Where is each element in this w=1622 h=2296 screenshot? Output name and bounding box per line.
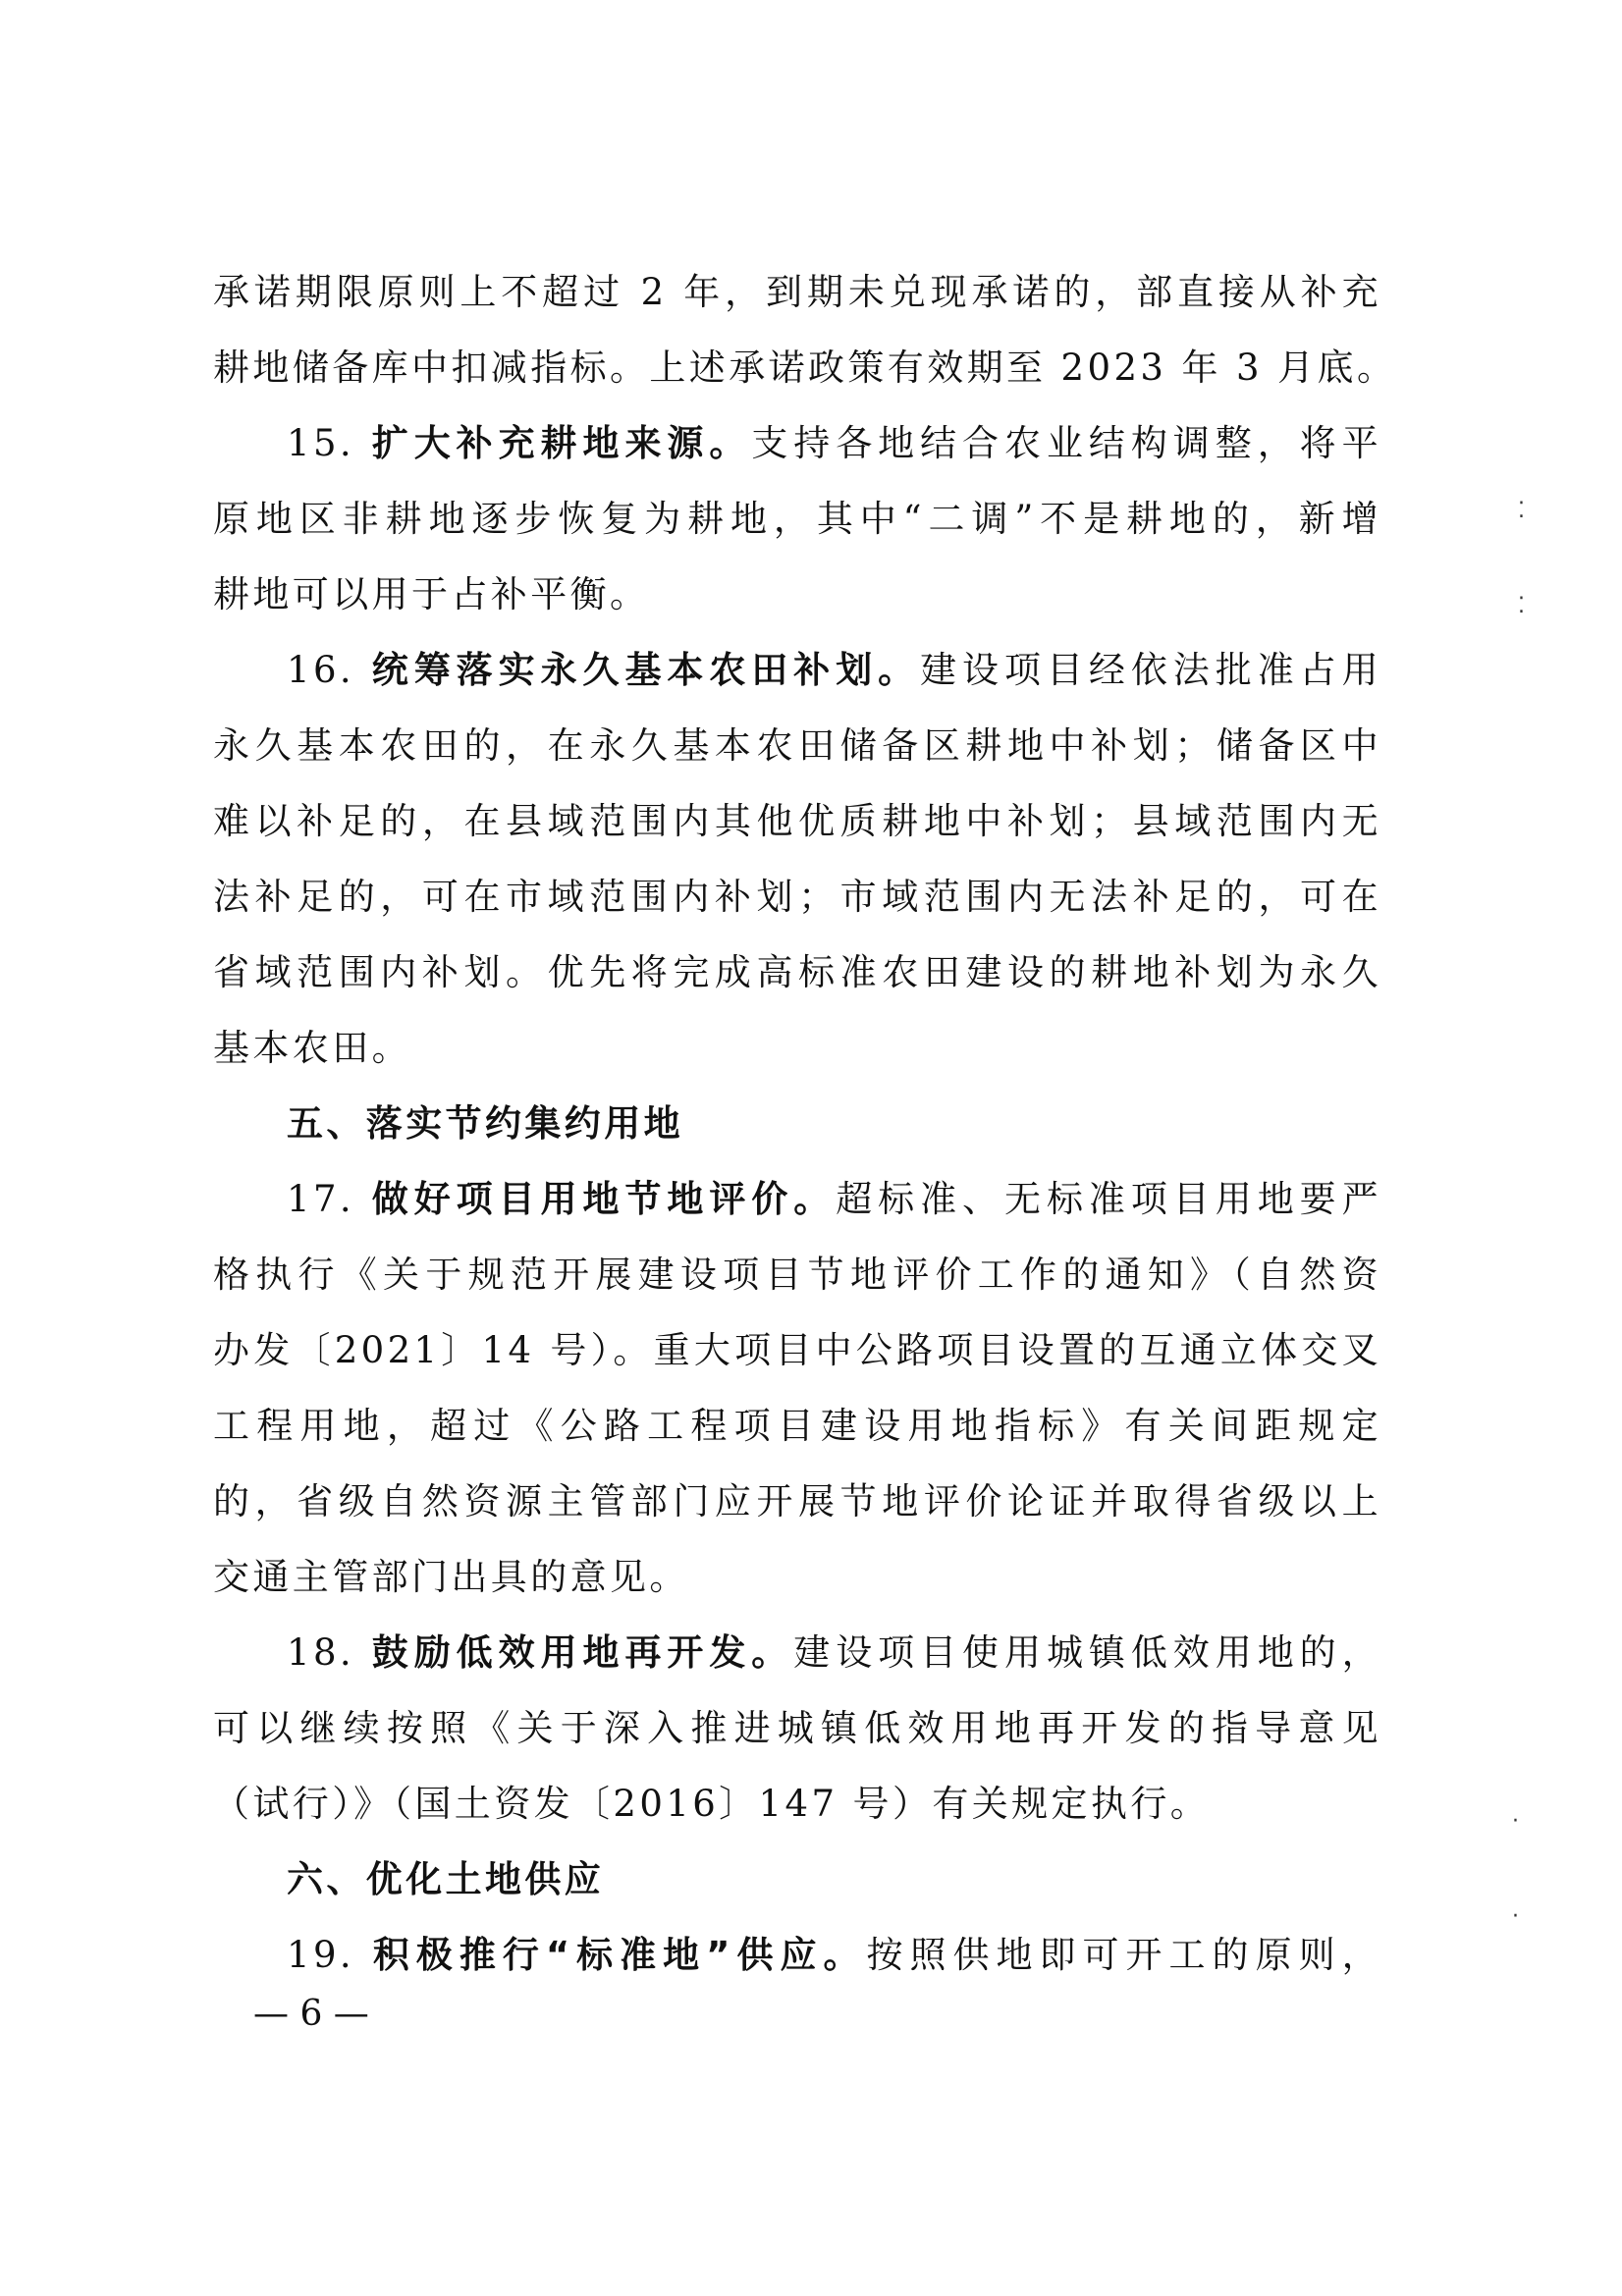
item-18-text: 建设项目使用城镇低效用地的， [793, 1631, 1381, 1674]
page-number: — 6 — [253, 1994, 369, 2034]
item-15-line-1 [287, 419, 1381, 468]
item-18-number: 18. [287, 1631, 372, 1674]
item-15-title: 扩大补充耕地来源。 [371, 422, 752, 464]
para-cont-line-1: 承诺期限原则上不超过 2 年，到期未兑现承诺的，部直接从补充 [213, 271, 1381, 313]
scan-speck-3: · [1512, 1809, 1519, 1834]
item-18-line-1 [287, 1629, 1381, 1678]
item-16-line-6: 基本农田。 [213, 1027, 411, 1069]
item-16-line-1 [287, 646, 1381, 695]
item-17-line-3: 办发〔2021〕14 号）。重大项目中公路项目设置的互通立体交叉 [213, 1329, 1381, 1371]
item-19-number: 19. [287, 1934, 373, 1976]
section-5-heading: 五、落实节约集约用地 [287, 1102, 683, 1145]
item-16-text: 建设项目经依法批准占用 [920, 649, 1381, 691]
item-19-title: 积极推行“标准地”供应。 [372, 1934, 867, 1976]
item-15-line-3: 耕地可以用于占补平衡。 [213, 573, 650, 615]
item-19-line-1 [287, 1931, 1381, 1980]
item-17-title: 做好项目用地节地评价。 [371, 1178, 837, 1220]
item-18-line-3: （试行）》（国土资发〔2016〕147 号）有关规定执行。 [213, 1783, 1211, 1825]
item-17-text: 超标准、无标准项目用地要严 [836, 1178, 1381, 1220]
item-17-line-6: 交通主管部门出具的意见。 [213, 1556, 689, 1598]
item-17-number: 17. [287, 1178, 372, 1220]
item-17-line-4: 工程用地，超过《公路工程项目建设用地指标》有关间距规定 [213, 1405, 1381, 1447]
item-17-line-2: 格执行《关于规范开展建设项目节地评价工作的通知》（自然资 [213, 1254, 1381, 1296]
item-15-number: 15. [287, 422, 372, 464]
item-18-line-2: 可以继续按照《关于深入推进城镇低效用地再开发的指导意见 [213, 1707, 1381, 1749]
item-15-text: 支持各地结合农业结构调整，将平 [751, 422, 1381, 464]
para-cont-line-2: 耕地储备库中扣减指标。上述承诺政策有效期至 2023 年 3 月底。 [213, 347, 1397, 389]
item-17-line-5: 的，省级自然资源主管部门应开展节地评价论证并取得省级以上 [213, 1480, 1381, 1522]
item-16-line-4: 法补足的，可在市域范围内补划；市域范围内无法补足的，可在 [213, 876, 1381, 918]
item-16-number: 16. [287, 649, 372, 691]
item-17-line-1 [287, 1175, 1381, 1224]
item-16-title: 统筹落实永久基本农田补划。 [371, 649, 921, 691]
item-16-line-3: 难以补足的，在县域范围内其他优质耕地中补划；县域范围内无 [213, 800, 1381, 842]
item-18-title: 鼓励低效用地再开发。 [371, 1631, 794, 1674]
item-16-line-2: 永久基本农田的，在永久基本农田储备区耕地中补划；储备区中 [213, 724, 1381, 767]
item-19-text: 按照供地即可开工的原则， [866, 1934, 1381, 1976]
scan-speck-1: ⁚ [1518, 499, 1525, 523]
scan-speck-4: · [1512, 1904, 1519, 1929]
scan-speck-2: ⁚ [1518, 594, 1525, 618]
item-16-line-5: 省域范围内补划。优先将完成高标准农田建设的耕地补划为永久 [213, 951, 1381, 993]
section-6-heading: 六、优化土地供应 [287, 1858, 605, 1900]
item-15-line-2: 原地区非耕地逐步恢复为耕地，其中“二调”不是耕地的，新增 [213, 498, 1381, 540]
